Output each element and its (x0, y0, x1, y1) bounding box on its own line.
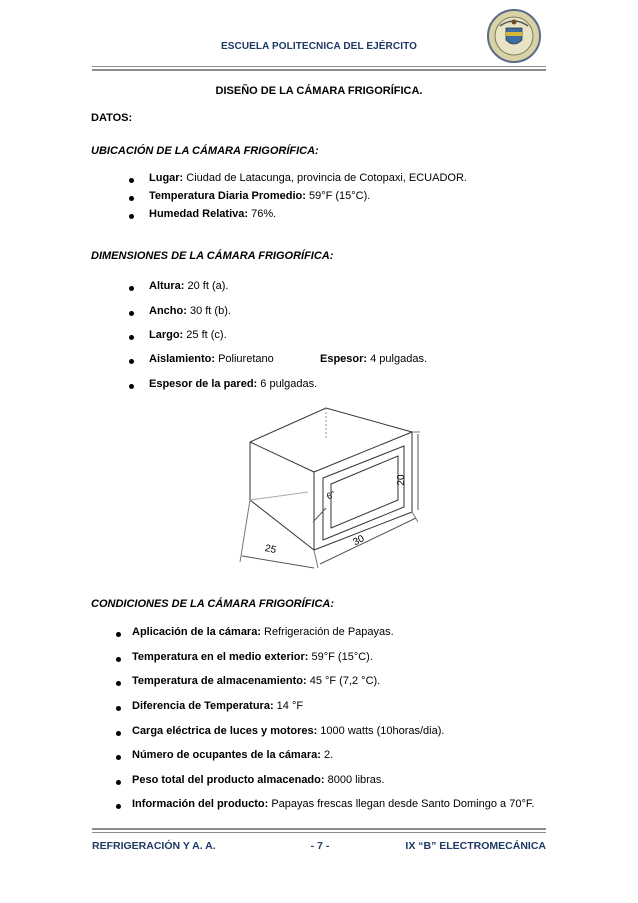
item-value: 45 °F (7,2 °C). (306, 675, 381, 687)
item-label: Espesor de la pared: (149, 378, 258, 390)
item-value-2: 4 pulgadas. (367, 353, 428, 365)
bullet-icon (129, 384, 134, 389)
footer-right: IX “B” ELECTROMECÁNICA (405, 840, 546, 852)
item-value: Poliuretano (215, 353, 274, 365)
header-rule-thin (92, 66, 546, 67)
item-label: Altura: (149, 280, 185, 292)
bullet-icon (116, 804, 121, 809)
ubicacion-heading: UBICACIÓN DE LA CÁMARA FRIGORÍFICA: (91, 145, 319, 157)
item-value: 30 ft (b). (186, 305, 231, 317)
bullet-icon (129, 196, 134, 201)
item-label: Lugar: (149, 172, 184, 184)
bullet-icon (129, 178, 134, 183)
bullet-icon (116, 632, 121, 637)
cold-room-isometric-drawing (228, 400, 423, 580)
bullet-icon (129, 286, 134, 291)
item-label: Peso total del producto almacenado: (132, 774, 325, 786)
item-value: 8000 libras. (324, 774, 385, 786)
item-value: 1000 watts (10horas/dia). (317, 725, 445, 737)
datos-label: DATOS: (91, 112, 133, 124)
dimensiones-heading: DIMENSIONES DE LA CÁMARA FRIGORÍFICA: (91, 250, 334, 262)
item-label: Información del producto: (132, 798, 269, 810)
item-label: Ancho: (149, 305, 187, 317)
bullet-icon (129, 311, 134, 316)
footer-left: REFRIGERACIÓN Y A. A. (92, 840, 216, 852)
item-value: 76%. (248, 208, 277, 220)
item-value: Papayas frescas llegan desde Santo Domingo a 70°F. (268, 798, 535, 810)
footer-page-number: - 7 - (310, 840, 330, 852)
item-value: 14 °F (273, 700, 304, 712)
bullet-icon (116, 780, 121, 785)
header-title: ESCUELA POLITECNICA DEL EJÉRCITO (220, 41, 417, 52)
item-label: Número de ocupantes de la cámara: (132, 749, 321, 761)
bullet-icon (116, 681, 121, 686)
dim-wall-label: 6" (324, 489, 337, 502)
bullet-icon (116, 657, 121, 662)
bullet-icon (116, 731, 121, 736)
item-label: Temperatura en el medio exterior: (132, 651, 309, 663)
item-label-2: Espesor: (320, 353, 368, 365)
header-rule-thick (92, 69, 546, 71)
item-label: Diferencia de Temperatura: (132, 700, 274, 712)
item-value: 2. (320, 749, 334, 761)
footer-rule-thin (92, 832, 546, 833)
bullet-icon (129, 335, 134, 340)
dim-width-label: 30 (351, 533, 367, 549)
item-label: Temperatura de almacenamiento: (132, 675, 307, 687)
bullet-icon (129, 214, 134, 219)
item-label: Humedad Relativa: (149, 208, 249, 220)
condiciones-heading: CONDICIONES DE LA CÁMARA FRIGORÍFICA: (91, 598, 335, 610)
document-title: DISEÑO DE LA CÁMARA FRIGORÍFICA. (215, 85, 423, 97)
bullet-icon (129, 359, 134, 364)
institution-seal-icon (486, 8, 542, 64)
bullet-icon (116, 755, 121, 760)
item-label: Aislamiento: (149, 353, 216, 365)
item-value: 59°F (15°C). (308, 651, 373, 663)
dim-length-label: 25 (263, 543, 278, 557)
dim-height-label: 20 (396, 474, 407, 486)
item-value: 25 ft (c). (183, 329, 227, 341)
item-value: 59°F (15°C). (305, 190, 371, 202)
footer-rule-thick (92, 828, 546, 830)
item-label: Largo: (149, 329, 184, 341)
item-value: Refrigeración de Papayas. (261, 626, 394, 638)
item-value: Ciudad de Latacunga, provincia de Cotopaxi, ECUADOR. (183, 172, 467, 184)
item-value: 6 pulgadas. (257, 378, 318, 390)
item-value: 20 ft (a). (184, 280, 229, 292)
bullet-icon (116, 706, 121, 711)
item-label: Temperatura Diaria Promedio: (149, 190, 306, 202)
item-label: Carga eléctrica de luces y motores: (132, 725, 318, 737)
item-label: Aplicación de la cámara: (132, 626, 261, 638)
